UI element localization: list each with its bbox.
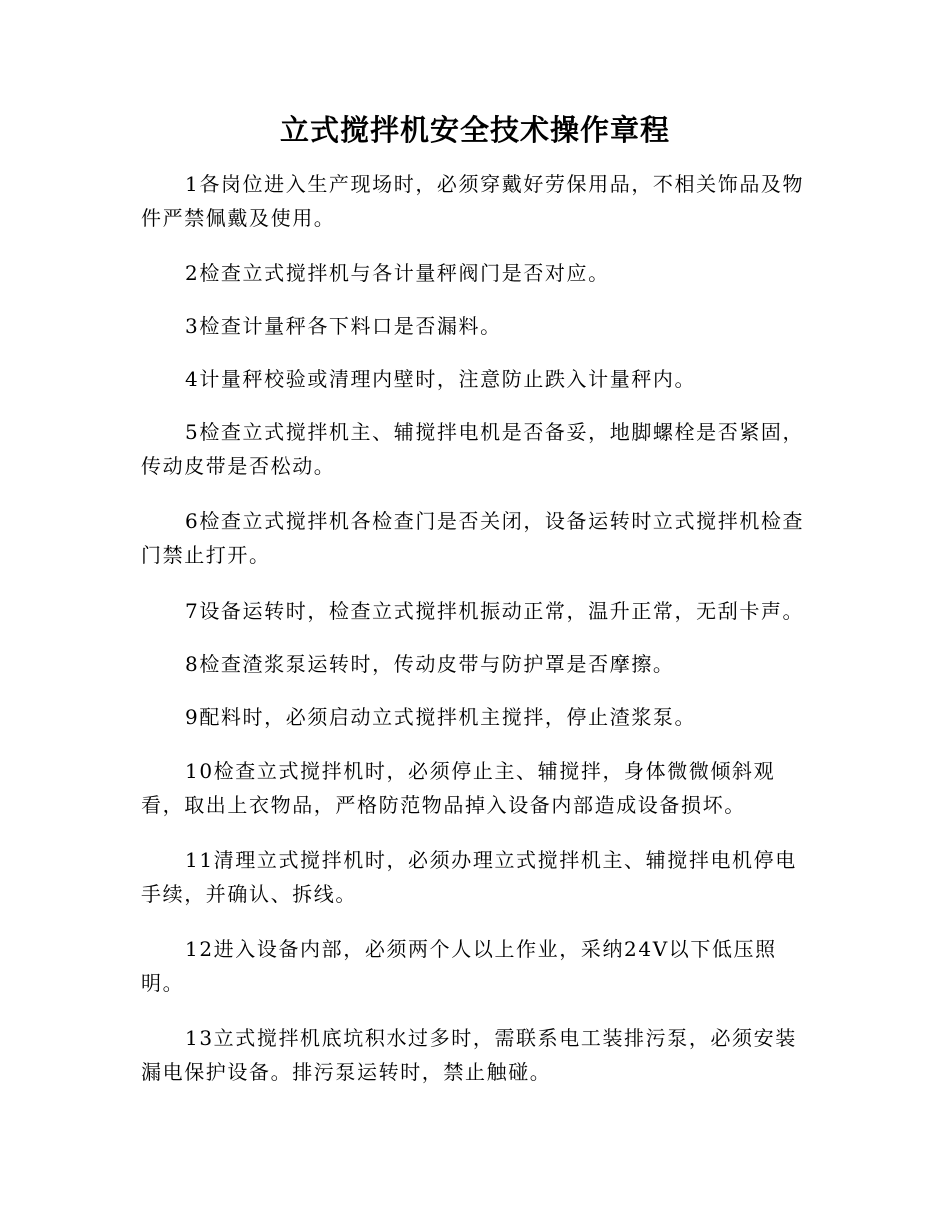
paragraph-5: 5检查立式搅拌机主、辅搅拌电机是否备妥，地脚螺栓是否紧固，传动皮带是否松动。 (141, 420, 805, 478)
paragraph-12: 12进入设备内部，必须两个人以上作业，采纳24V以下低压照明。 (141, 937, 777, 995)
paragraph-13: 13立式搅拌机底坑积水过多时，需联系电工装排污泵，必须安装漏电保护设备。排污泵运转时，禁止触碰。 (141, 1026, 797, 1084)
paragraph-9: 9配料时，必须启动立式搅拌机主搅拌，停止渣浆泵。 (185, 705, 697, 729)
document-title: 立式搅拌机安全技术操作章程 (279, 113, 670, 147)
paragraph-11: 11清理立式搅拌机时，必须办理立式搅拌机主、辅搅拌电机停电手续，并确认、拆线。 (141, 848, 797, 906)
paragraph-6: 6检查立式搅拌机各检查门是否关闭，设备运转时立式搅拌机检查门禁止打开。 (141, 509, 805, 567)
paragraph-10: 10检查立式搅拌机时，必须停止主、辅搅拌，身体微微倾斜观看，取出上衣物品，严格防范物品掉入设备内部造成设备损坏。 (141, 759, 776, 817)
paragraph-4: 4计量秤校验或清理内壁时，注意防止跌入计量秤内。 (185, 367, 697, 391)
paragraph-3: 3检查计量秤各下料口是否漏料。 (185, 314, 502, 338)
paragraph-8: 8检查渣浆泵运转时，传动皮带与防护罩是否摩擦。 (185, 652, 675, 676)
paragraph-1: 1各岗位进入生产现场时，必须穿戴好劳保用品，不相关饰品及物件严禁佩戴及使用。 (141, 172, 805, 230)
paragraph-2: 2检查立式搅拌机与各计量秤阀门是否对应。 (185, 261, 610, 285)
paragraph-7: 7设备运转时，检查立式搅拌机振动正常，温升正常，无刮卡声。 (185, 599, 805, 623)
